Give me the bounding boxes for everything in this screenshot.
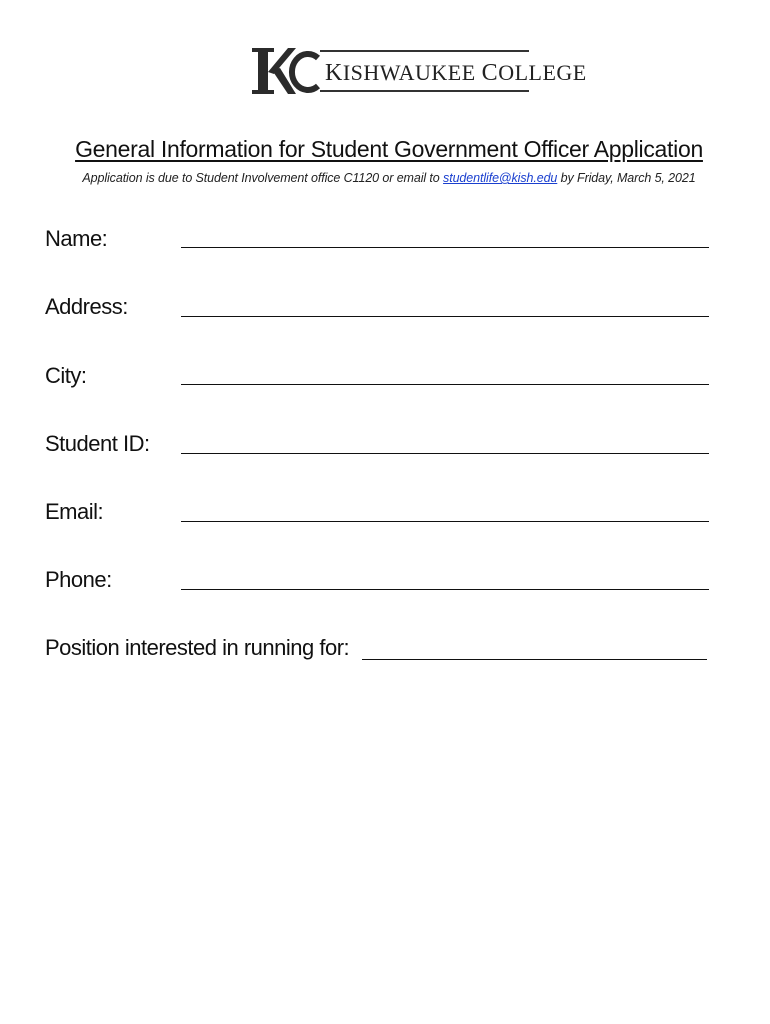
kishwaukee-college-logo xyxy=(250,44,587,98)
email-label: Email: xyxy=(45,499,104,524)
subtitle-text-after: by Friday, March 5, 2021 xyxy=(557,171,696,185)
position-label: Position interested in running for: xyxy=(45,635,350,660)
email-blank-line[interactable] xyxy=(181,521,709,522)
phone-blank-line[interactable] xyxy=(181,589,709,590)
logo-top-rule xyxy=(320,50,529,52)
address-label: Address: xyxy=(45,294,128,319)
position-blank-line[interactable] xyxy=(362,659,707,660)
page-title: General Information for Student Government Officer Application xyxy=(75,136,703,162)
subtitle-text-before: Application is due to Student Involvement office C1120 or email to xyxy=(82,171,444,185)
logo-bottom-rule xyxy=(320,90,529,92)
student-id-blank-line[interactable] xyxy=(181,453,709,454)
logo-wordmark: KISHWAUKEE COLLEGE xyxy=(325,60,587,86)
name-blank-line[interactable] xyxy=(181,247,709,248)
city-blank-line[interactable] xyxy=(181,384,709,385)
student-id-label: Student ID: xyxy=(45,431,150,456)
name-label: Name: xyxy=(45,226,108,251)
email-link[interactable]: studentlife@kish.edu xyxy=(443,171,558,185)
city-label: City: xyxy=(45,363,87,388)
phone-label: Phone: xyxy=(45,567,112,592)
kc-monogram-icon xyxy=(250,44,322,98)
page-subtitle xyxy=(0,171,770,185)
address-blank-line[interactable] xyxy=(181,316,709,317)
